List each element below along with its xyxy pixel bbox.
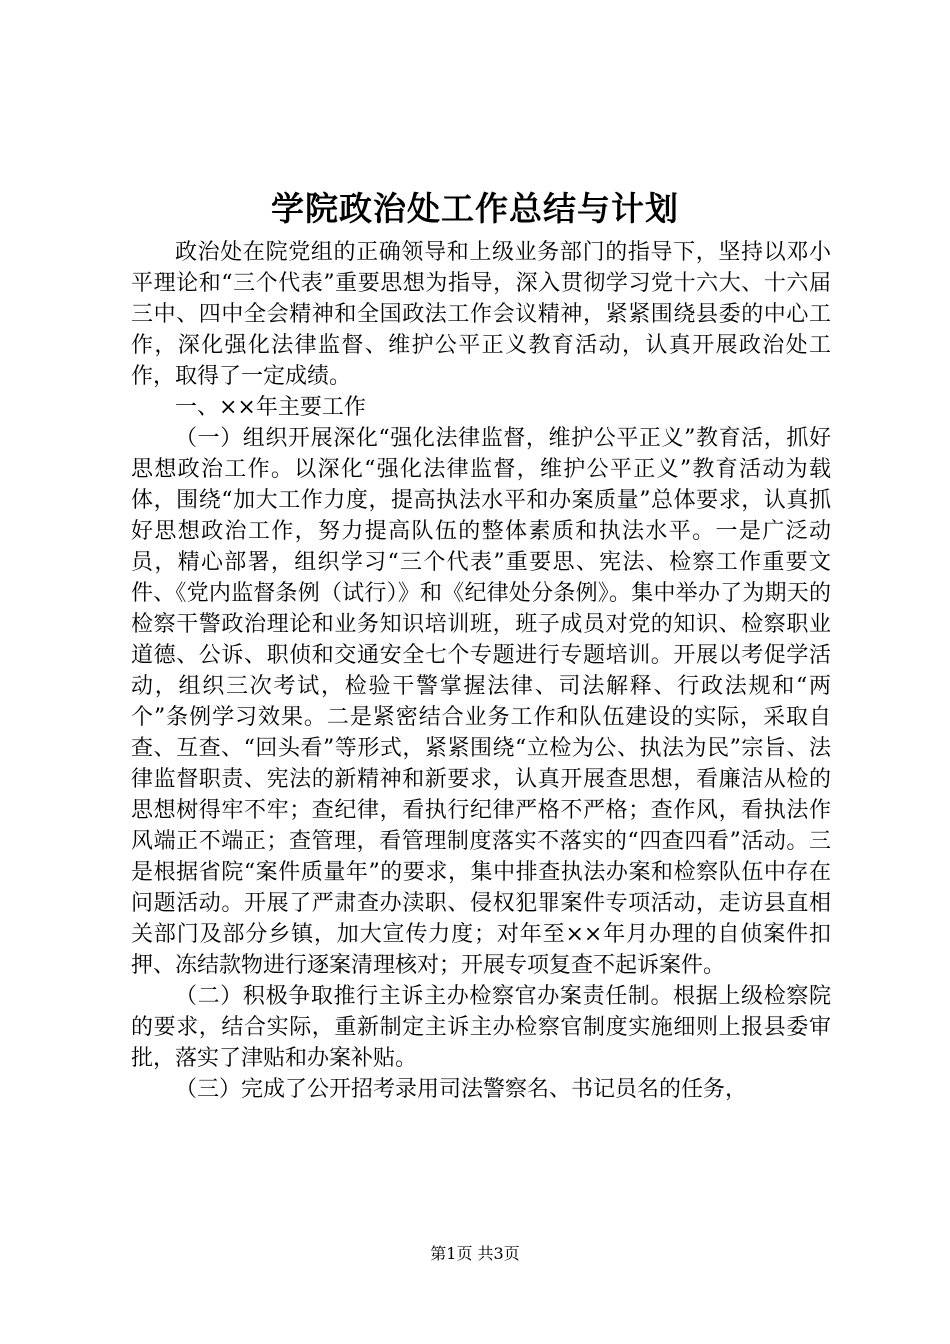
page-footer: 第1页 共3页 — [430, 1244, 520, 1263]
intro-paragraph: 政治处在院党组的正确领导和上级业务部门的指导下，坚持以邓小平理论和“三个代表”重要思想为指导，深入贯彻学习党十六大、十六届三中、四中全会精神和全国政法工作会议精神，紧紧围绕县委的中心工作，深化强化法律监督、维护公平正义教育活动，认真开展政治处工作，取得了一定成绩。 — [131, 240, 831, 389]
paragraph-item-3: （三）完成了公开招考录用司法警察名、书记员名的任务， — [175, 1077, 748, 1102]
section-heading: 一、××年主要工作 — [175, 395, 366, 420]
paragraph-item-2: （二）积极争取推行主诉主办检察官办案责任制。根据上级检察院的要求，结合实际，重新制定主诉主办检察官制度实施细则上报县委审批，落实了津贴和办案补贴。 — [131, 984, 831, 1071]
paragraph-item-1: （一）组织开展深化“强化法律监督，维护公平正义”教育活，抓好思想政治工作。以深化“强化法律监督，维护公平正义”教育活动为载体，围绕“加大工作力度，提高执法水平和办案质量”总体要求，认真抓好思想政治工作，努力提高队伍的整体素质和执法水平。一是广泛动员，精心部署，组织学习“三个代表”重要思、宪法、检察工作重要文件、《党内监督条例（试行）》和《纪律处分条例》。集中举办了为期天的检察干警政治理论和业务知识培训班，班子成员对党的知识、检察职业道德、公诉、职侦和交通安全七个专题进行专题培训。开展以考促学活动，组织三次考试，检验干警掌握法律、司法解释、行政法规和“两个”条例学习效果。二是紧密结合业务工作和队伍建设的实际，采取自查、互查、“回头看”等形式，紧紧围绕“立检为公、执法为民”宗旨、法律监督职责、宪法的新精神和新要求，认真开展查思想，看廉洁从检的思想树得牢不牢；查纪律，看执行纪律严格不严格；查作风，看执法作风端正不端正；查管理，看管理制度落实不落实的“四查四看”活动。三是根据省院“案件质量年”的要求，集中排查执法办案和检察队伍中存在问题活动。开展了严肃查办渎职、侵权犯罪案件专项活动，走访县直相关部门及部分乡镇，加大宣传力度；对年至××年月办理的自侦案件扣押、冻结款物进行逐案清理核对；开展专项复查不起诉案件。 — [131, 426, 831, 978]
document-title: 学院政治处工作总结与计划 — [271, 189, 679, 228]
document-body — [131, 237, 831, 1105]
